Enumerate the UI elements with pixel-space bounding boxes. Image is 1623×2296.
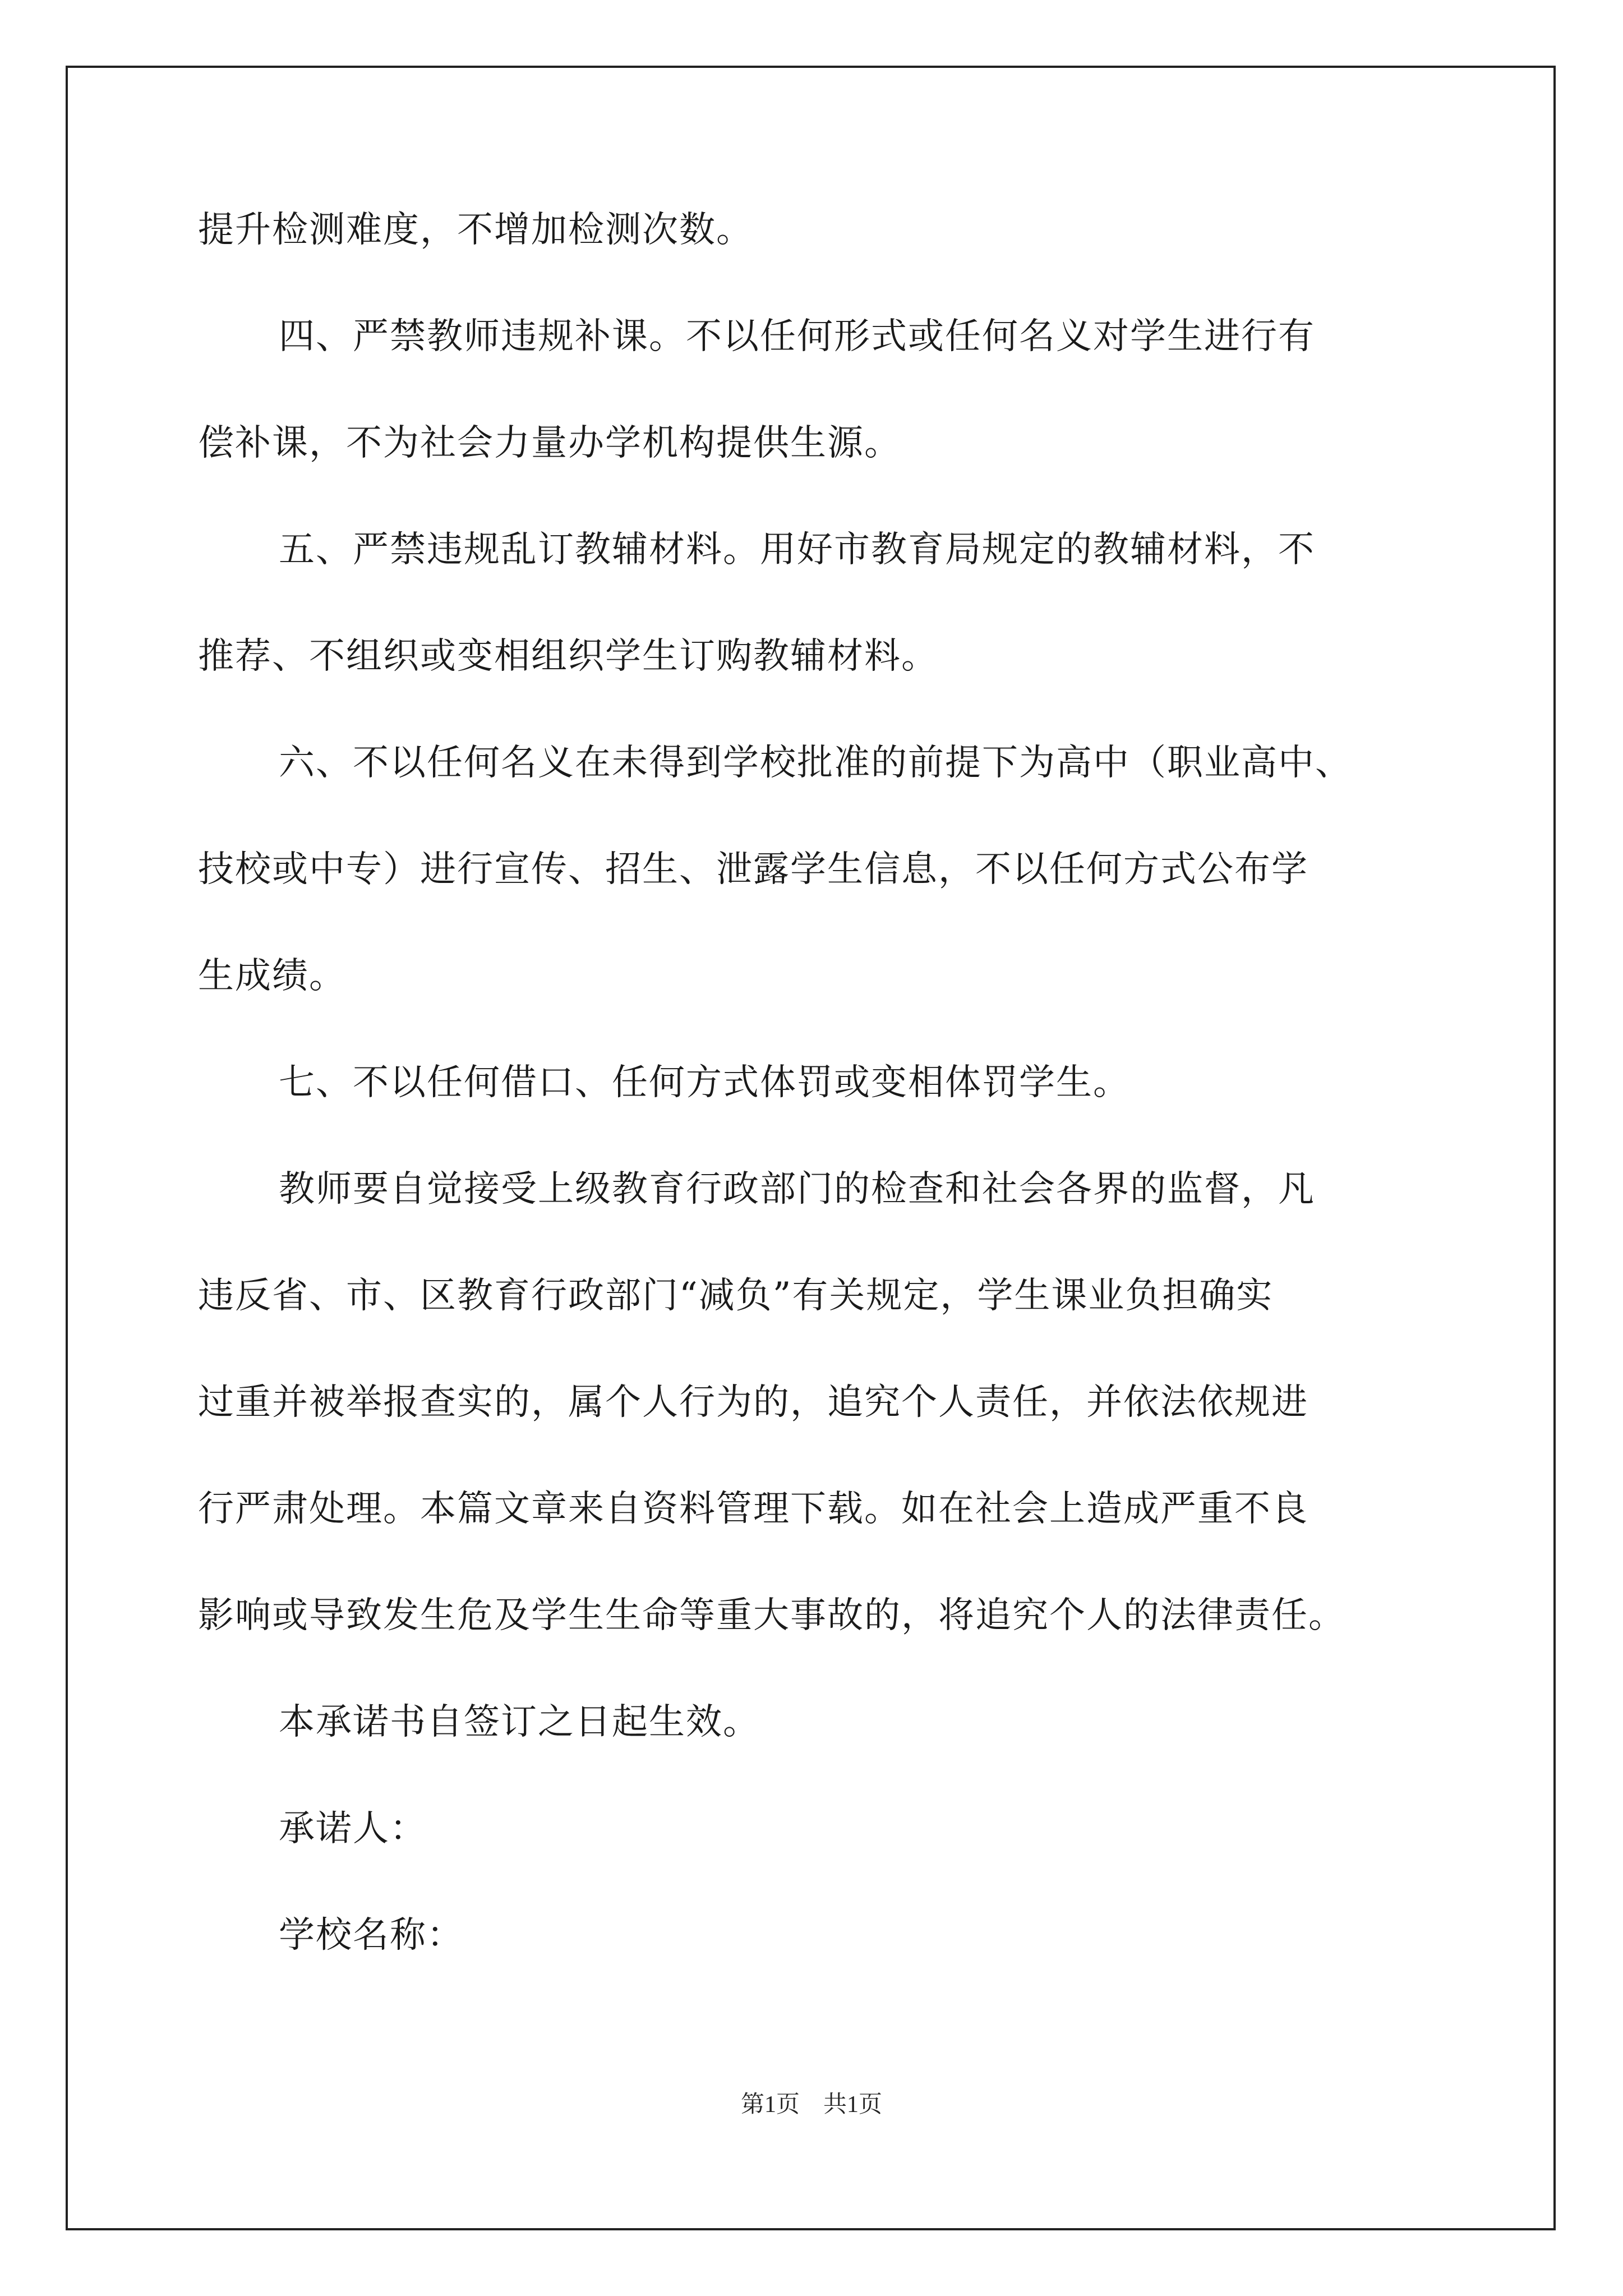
school-name-label: 学校名称：: [279, 1915, 464, 1956]
body-line: 违反省、市、区教育行政部门“减负”有关规定，学生课业负担确实: [198, 1275, 1274, 1317]
body-line: 生成绩。: [198, 955, 346, 997]
body-line: 过重并被举报查实的，属个人行为的，追究个人责任，并依法依规进: [198, 1382, 1308, 1423]
body-line: 提升检测难度，不增加检测次数。: [198, 209, 753, 251]
body-line: 推荐、不组织或变相组织学生订购教辅材料。: [198, 636, 938, 677]
page-number-footer: 第1页 共1页: [740, 2092, 882, 2118]
body-line: 五、严禁违规乱订教辅材料。用好市教育局规定的教辅材料，不: [279, 529, 1315, 570]
body-line: 教师要自觉接受上级教育行政部门的检查和社会各界的监督，凡: [279, 1168, 1315, 1210]
body-line: 七、不以任何借口、任何方式体罚或变相体罚学生。: [279, 1062, 1130, 1103]
body-line: 影响或导致发生危及学生生命等重大事故的，将追究个人的法律责任。: [198, 1595, 1345, 1636]
body-line: 本承诺书自签订之日起生效。: [279, 1701, 760, 1743]
body-line: 偿补课，不为社会力量办学机构提供生源。: [198, 422, 901, 464]
body-line: 行严肃处理。本篇文章来自资料管理下载。如在社会上造成严重不良: [198, 1488, 1308, 1530]
page-border: [66, 66, 1556, 2230]
signatory-label: 承诺人：: [279, 1808, 427, 1849]
body-line: 技校或中专）进行宣传、招生、泄露学生信息，不以任何方式公布学: [198, 849, 1308, 890]
body-line: 六、不以任何名义在未得到学校批准的前提下为高中（职业高中、: [279, 742, 1352, 784]
body-line: 四、严禁教师违规补课。不以任何形式或任何名义对学生进行有: [279, 316, 1315, 357]
